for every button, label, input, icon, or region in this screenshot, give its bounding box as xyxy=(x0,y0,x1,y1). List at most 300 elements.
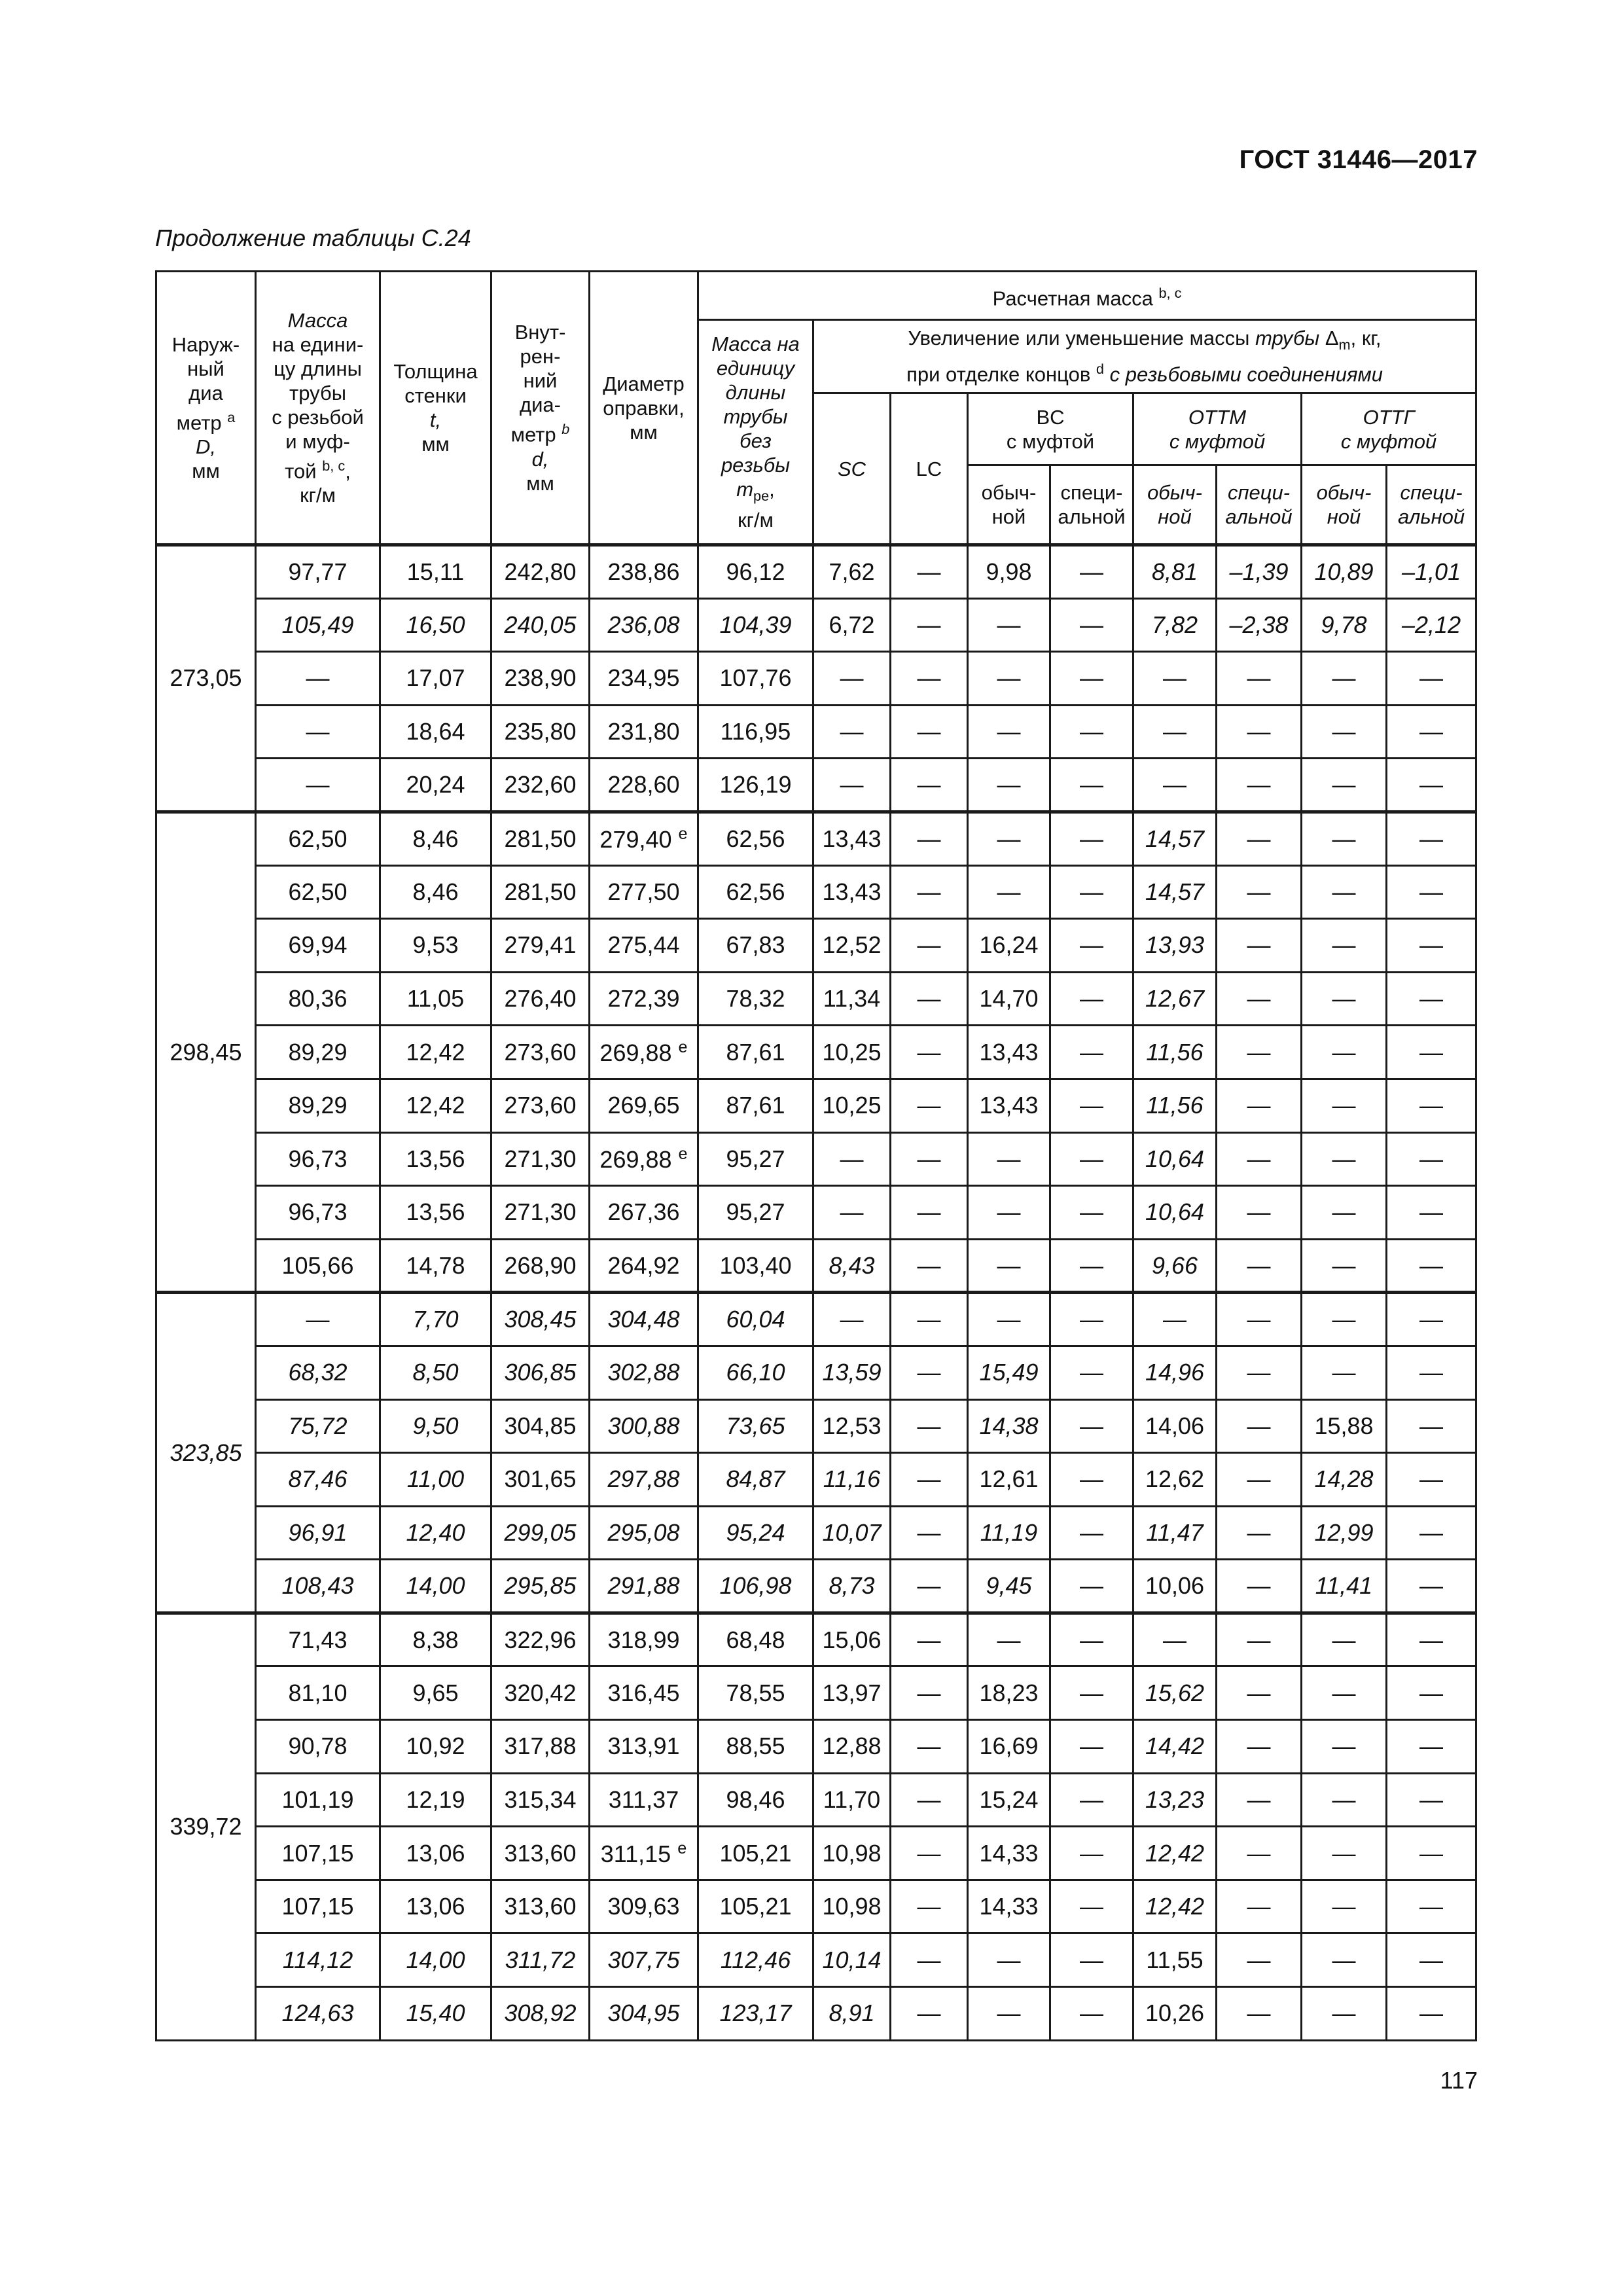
table-cell: 75,72 xyxy=(256,1399,380,1453)
table-row xyxy=(156,1346,1476,1399)
table-cell: — xyxy=(891,1399,968,1453)
table-cell: — xyxy=(1217,1666,1302,1720)
table-cell: 10,92 xyxy=(380,1720,491,1774)
table-cell: — xyxy=(1050,759,1133,812)
table-cell: — xyxy=(1050,865,1133,919)
table-cell: — xyxy=(1302,1827,1387,1880)
table-cell: 14,00 xyxy=(380,1933,491,1987)
table-cell: 16,24 xyxy=(968,919,1050,973)
table-row xyxy=(156,865,1476,919)
table-cell: 306,85 xyxy=(491,1346,590,1399)
table-cell: 14,96 xyxy=(1133,1346,1217,1399)
table-cell: 281,50 xyxy=(491,865,590,919)
table-cell: 228,60 xyxy=(590,759,698,812)
table-cell: 10,06 xyxy=(1133,1560,1217,1613)
table-cell: 11,41 xyxy=(1302,1560,1387,1613)
table-cell: 8,38 xyxy=(380,1613,491,1666)
table-cell: — xyxy=(968,705,1050,759)
table-cell: — xyxy=(891,1132,968,1186)
table-cell: 68,48 xyxy=(698,1613,813,1666)
table-cell: — xyxy=(813,652,891,706)
table-cell: — xyxy=(1050,812,1133,865)
table-cell: — xyxy=(1050,1079,1133,1132)
table-cell: — xyxy=(1050,1293,1133,1346)
table-cell: 14,42 xyxy=(1133,1720,1217,1774)
table-cell: 238,86 xyxy=(590,545,698,599)
table-cell: — xyxy=(1387,652,1476,706)
header-bc: BC с муфтой xyxy=(968,393,1133,465)
table-cell: 96,73 xyxy=(256,1186,380,1240)
table-cell: 18,64 xyxy=(380,705,491,759)
table-cell: — xyxy=(968,759,1050,812)
table-row xyxy=(156,545,1476,599)
table-cell: — xyxy=(1387,1239,1476,1293)
table-cell: — xyxy=(1217,705,1302,759)
table-cell: 10,07 xyxy=(813,1506,891,1560)
table-row xyxy=(156,1880,1476,1933)
table-cell: — xyxy=(1133,759,1217,812)
table-cell: 12,42 xyxy=(1133,1880,1217,1933)
table-cell: 101,19 xyxy=(256,1773,380,1827)
table-row xyxy=(156,1293,1476,1346)
table-cell: 16,50 xyxy=(380,598,491,652)
table-cell: 317,88 xyxy=(491,1720,590,1774)
table-cell: 13,43 xyxy=(968,1079,1050,1132)
table-cell: 17,07 xyxy=(380,652,491,706)
table-cell: 11,05 xyxy=(380,972,491,1026)
table-cell: 13,43 xyxy=(813,865,891,919)
table-cell: 112,46 xyxy=(698,1933,813,1987)
table-cell: 11,55 xyxy=(1133,1933,1217,1987)
table-cell: — xyxy=(968,1613,1050,1666)
table-cell: 281,50 xyxy=(491,812,590,865)
table-cell: 12,42 xyxy=(380,1026,491,1079)
table-cell: — xyxy=(1133,652,1217,706)
table-cell: — xyxy=(1217,1293,1302,1346)
table-cell: — xyxy=(1050,1026,1133,1079)
table-cell: — xyxy=(1217,1880,1302,1933)
table-cell: 12,88 xyxy=(813,1720,891,1774)
table-cell: — xyxy=(1387,1399,1476,1453)
table-cell: — xyxy=(1050,1773,1133,1827)
table-cell: 308,92 xyxy=(491,1987,590,2041)
table-cell: 10,64 xyxy=(1133,1186,1217,1240)
table-cell: — xyxy=(1387,972,1476,1026)
table-cell: 299,05 xyxy=(491,1506,590,1560)
table-cell: — xyxy=(891,919,968,973)
table-cell: — xyxy=(891,705,968,759)
table-cell: — xyxy=(891,652,968,706)
table-row xyxy=(156,1399,1476,1453)
table-row xyxy=(156,1560,1476,1613)
table-cell: 14,70 xyxy=(968,972,1050,1026)
table-cell: — xyxy=(1217,1186,1302,1240)
header-ottm: ОТТМ с муфтой xyxy=(1133,393,1302,465)
table-row xyxy=(156,1987,1476,2041)
table-cell: — xyxy=(1050,1987,1133,2041)
table-cell: 10,26 xyxy=(1133,1987,1217,2041)
table-cell: 12,62 xyxy=(1133,1453,1217,1507)
table-cell: — xyxy=(1302,1026,1387,1079)
table-cell: — xyxy=(891,1506,968,1560)
table-cell: — xyxy=(968,1239,1050,1293)
table-cell: 105,21 xyxy=(698,1880,813,1933)
table-cell: — xyxy=(1217,1773,1302,1827)
table-cell: — xyxy=(1050,652,1133,706)
table-cell: 304,48 xyxy=(590,1293,698,1346)
table-cell: — xyxy=(891,1453,968,1507)
table-cell: 10,98 xyxy=(813,1880,891,1933)
footnote-mark: e xyxy=(677,1839,687,1857)
table-cell: 62,56 xyxy=(698,812,813,865)
table-cell: — xyxy=(891,1666,968,1720)
table-cell: — xyxy=(1387,1453,1476,1507)
table-cell: — xyxy=(1217,1346,1302,1399)
table-row xyxy=(156,1506,1476,1560)
table-cell: 295,08 xyxy=(590,1506,698,1560)
table-cell: — xyxy=(891,1613,968,1666)
table-cell: — xyxy=(1302,919,1387,973)
table-cell: 11,47 xyxy=(1133,1506,1217,1560)
table-cell: — xyxy=(1387,1773,1476,1827)
table-cell: 62,50 xyxy=(256,865,380,919)
footnote-mark: e xyxy=(678,1037,688,1056)
table-cell: 12,52 xyxy=(813,919,891,973)
table-cell: 11,00 xyxy=(380,1453,491,1507)
table-cell: 15,11 xyxy=(380,545,491,599)
table-cell: 71,43 xyxy=(256,1613,380,1666)
table-cell: — xyxy=(1050,972,1133,1026)
table-row xyxy=(156,1132,1476,1186)
table-cell: 15,24 xyxy=(968,1773,1050,1827)
table-cell: 8,73 xyxy=(813,1560,891,1613)
table-cell: 123,17 xyxy=(698,1987,813,2041)
header-inner-diameter: Внут- рен- ний диа- метр $^b$ d, мм xyxy=(491,272,590,545)
table-cell: 96,91 xyxy=(256,1506,380,1560)
table-cell: — xyxy=(1133,1613,1217,1666)
table-cell: — xyxy=(1050,919,1133,973)
table-cell: 7,70 xyxy=(380,1293,491,1346)
table-cell: — xyxy=(891,1293,968,1346)
table-cell: — xyxy=(1050,1880,1133,1933)
table-cell: 13,93 xyxy=(1133,919,1217,973)
table-cell: — xyxy=(1302,652,1387,706)
table-cell: 271,30 xyxy=(491,1132,590,1186)
header-wall-thickness: Толщина стенки t, мм xyxy=(380,272,491,545)
table-cell: — xyxy=(1387,1079,1476,1132)
table-row xyxy=(156,1773,1476,1827)
pipe-mass-table xyxy=(155,270,1477,2041)
table-cell: — xyxy=(1217,1453,1302,1507)
table-cell: — xyxy=(891,598,968,652)
table-cell: — xyxy=(968,812,1050,865)
table-cell: — xyxy=(891,1026,968,1079)
table-cell: — xyxy=(891,1079,968,1132)
table-cell: 273,60 xyxy=(491,1079,590,1132)
table-cell: 10,25 xyxy=(813,1079,891,1132)
table-cell: 311,37 xyxy=(590,1773,698,1827)
table-cell: — xyxy=(1050,705,1133,759)
table-cell: 124,63 xyxy=(256,1987,380,2041)
header-calculated-mass: Расчетная масса $^{b, c}$ xyxy=(698,272,1476,320)
table-cell: 9,98 xyxy=(968,545,1050,599)
table-cell: –2,38 xyxy=(1217,598,1302,652)
table-cell: 311,72 xyxy=(491,1933,590,1987)
table-row xyxy=(156,1613,1476,1666)
table-cell: 11,34 xyxy=(813,972,891,1026)
table-cell: 60,04 xyxy=(698,1293,813,1346)
table-cell: — xyxy=(891,1827,968,1880)
table-cell: — xyxy=(1050,1186,1133,1240)
table-cell: –2,12 xyxy=(1387,598,1476,652)
table-cell: 14,33 xyxy=(968,1827,1050,1880)
table-cell: 20,24 xyxy=(380,759,491,812)
table-body xyxy=(156,545,1476,2041)
table-cell: — xyxy=(968,1293,1050,1346)
table-cell: –1,01 xyxy=(1387,545,1476,599)
table-cell: — xyxy=(891,812,968,865)
header-ottg-regular: обыч- ной xyxy=(1302,465,1387,545)
table-cell: 14,57 xyxy=(1133,812,1217,865)
table-row xyxy=(156,1720,1476,1774)
table-cell: — xyxy=(968,1186,1050,1240)
table-row xyxy=(156,919,1476,973)
table-cell: 300,88 xyxy=(590,1399,698,1453)
table-cell: — xyxy=(1387,1132,1476,1186)
table-cell: — xyxy=(1387,865,1476,919)
table-cell: — xyxy=(891,1933,968,1987)
table-cell: — xyxy=(1302,1666,1387,1720)
table-cell: 11,56 xyxy=(1133,1079,1217,1132)
table-cell: — xyxy=(1050,1239,1133,1293)
table-cell: — xyxy=(1133,705,1217,759)
table-cell: — xyxy=(1302,1346,1387,1399)
header-ottm-special: специ- альной xyxy=(1217,465,1302,545)
table-cell: 7,62 xyxy=(813,545,891,599)
table-cell: 11,16 xyxy=(813,1453,891,1507)
table-cell: 13,56 xyxy=(380,1186,491,1240)
table-cell: — xyxy=(1302,1720,1387,1774)
table-row xyxy=(156,1827,1476,1880)
outer-diameter-cell: 339,72 xyxy=(156,1613,256,2040)
table-cell: 69,94 xyxy=(256,919,380,973)
table-cell: — xyxy=(891,865,968,919)
header-bc-regular: обыч- ной xyxy=(968,465,1050,545)
header-outer-diameter: Наруж- ный диа метр $^a$ D, мм xyxy=(156,272,256,545)
table-cell: 12,53 xyxy=(813,1399,891,1453)
table-cell: 320,42 xyxy=(491,1666,590,1720)
table-cell: — xyxy=(1217,1399,1302,1453)
table-cell: 269,65 xyxy=(590,1079,698,1132)
table-cell: 8,50 xyxy=(380,1346,491,1399)
table-cell: 10,98 xyxy=(813,1827,891,1880)
table-cell: 11,56 xyxy=(1133,1026,1217,1079)
table-cell: — xyxy=(1302,865,1387,919)
table-cell: 268,90 xyxy=(491,1239,590,1293)
table-cell: 126,19 xyxy=(698,759,813,812)
table-cell: 90,78 xyxy=(256,1720,380,1774)
table-cell: — xyxy=(891,1560,968,1613)
table-cell: — xyxy=(891,1239,968,1293)
table-cell: — xyxy=(1387,1880,1476,1933)
table-cell: — xyxy=(1217,919,1302,973)
table-cell: 105,66 xyxy=(256,1239,380,1293)
table-cell: 88,55 xyxy=(698,1720,813,1774)
table-cell: — xyxy=(256,652,380,706)
table-cell: — xyxy=(813,1293,891,1346)
table-cell: 322,96 xyxy=(491,1613,590,1666)
table-cell: — xyxy=(1302,1987,1387,2041)
table-cell: 301,65 xyxy=(491,1453,590,1507)
table-cell: — xyxy=(1302,1293,1387,1346)
table-cell: 81,10 xyxy=(256,1666,380,1720)
header-bc-special: специ- альной xyxy=(1050,465,1133,545)
footnote-mark: e xyxy=(678,1144,688,1163)
table-cell: 295,85 xyxy=(491,1560,590,1613)
table-cell: 235,80 xyxy=(491,705,590,759)
table-cell: — xyxy=(1302,972,1387,1026)
table-cell: — xyxy=(1217,1720,1302,1774)
table-cell: 302,88 xyxy=(590,1346,698,1399)
table-cell: 12,42 xyxy=(1133,1827,1217,1880)
table-cell: — xyxy=(1050,598,1133,652)
table-cell: — xyxy=(1217,652,1302,706)
table-cell: 18,23 xyxy=(968,1666,1050,1720)
table-cell: — xyxy=(1387,919,1476,973)
table-cell: 97,77 xyxy=(256,545,380,599)
table-cell: 73,65 xyxy=(698,1399,813,1453)
table-cell: 10,64 xyxy=(1133,1132,1217,1186)
table-cell: — xyxy=(1387,1720,1476,1774)
table-cell: — xyxy=(1302,1132,1387,1186)
table-cell: 78,55 xyxy=(698,1666,813,1720)
table-cell: 9,66 xyxy=(1133,1239,1217,1293)
table-cell: 9,65 xyxy=(380,1666,491,1720)
table-cell: 68,32 xyxy=(256,1346,380,1399)
table-cell: 291,88 xyxy=(590,1560,698,1613)
table-cell: 15,49 xyxy=(968,1346,1050,1399)
table-cell: — xyxy=(891,972,968,1026)
table-cell: — xyxy=(968,652,1050,706)
table-row xyxy=(156,812,1476,865)
table-cell: — xyxy=(1050,1827,1133,1880)
table-row xyxy=(156,1079,1476,1132)
table-cell: 13,23 xyxy=(1133,1773,1217,1827)
table-cell: 234,95 xyxy=(590,652,698,706)
table-cell: 103,40 xyxy=(698,1239,813,1293)
table-cell: 116,95 xyxy=(698,705,813,759)
table-caption: Продолжение таблицы С.24 xyxy=(155,224,471,251)
table-cell: 107,15 xyxy=(256,1827,380,1880)
table-cell: 10,89 xyxy=(1302,545,1387,599)
table-cell: — xyxy=(1217,1613,1302,1666)
table-cell: 8,81 xyxy=(1133,545,1217,599)
table-cell: 279,40 $^e$ xyxy=(590,812,698,865)
table-cell: 87,46 xyxy=(256,1453,380,1507)
table-cell: 273,60 xyxy=(491,1026,590,1079)
table-cell: — xyxy=(1217,812,1302,865)
table-cell: 107,76 xyxy=(698,652,813,706)
table-cell: 297,88 xyxy=(590,1453,698,1507)
table-cell: –1,39 xyxy=(1217,545,1302,599)
header-drift-diameter: Диаметр оправки, мм xyxy=(590,272,698,545)
outer-diameter-cell: 298,45 xyxy=(156,812,256,1292)
table-cell: 106,98 xyxy=(698,1560,813,1613)
table-cell: 238,90 xyxy=(491,652,590,706)
page-number: 117 xyxy=(1440,2067,1478,2094)
table-cell: 95,27 xyxy=(698,1186,813,1240)
table-cell: — xyxy=(891,545,968,599)
table-row xyxy=(156,1026,1476,1079)
table-cell: 9,53 xyxy=(380,919,491,973)
table-cell: 104,39 xyxy=(698,598,813,652)
table-row xyxy=(156,1186,1476,1240)
table-cell: — xyxy=(1387,1186,1476,1240)
table-cell: 14,78 xyxy=(380,1239,491,1293)
table-cell: 7,82 xyxy=(1133,598,1217,652)
table-cell: 13,97 xyxy=(813,1666,891,1720)
table-cell: — xyxy=(1217,865,1302,919)
table-cell: 14,33 xyxy=(968,1880,1050,1933)
table-cell: 275,44 xyxy=(590,919,698,973)
table-header xyxy=(156,272,1476,545)
table-cell: 14,06 xyxy=(1133,1399,1217,1453)
header-sc: SC xyxy=(813,393,891,545)
table-cell: — xyxy=(813,1186,891,1240)
table-cell: — xyxy=(813,759,891,812)
table-cell: 10,25 xyxy=(813,1026,891,1079)
table-cell: 276,40 xyxy=(491,972,590,1026)
table-cell: 267,36 xyxy=(590,1186,698,1240)
table-cell: — xyxy=(1387,1026,1476,1079)
table-cell: 13,06 xyxy=(380,1880,491,1933)
table-cell: 12,67 xyxy=(1133,972,1217,1026)
table-cell: — xyxy=(1050,1399,1133,1453)
table-cell: 16,69 xyxy=(968,1720,1050,1774)
table-cell: 8,43 xyxy=(813,1239,891,1293)
table-cell: — xyxy=(256,705,380,759)
table-cell: 95,27 xyxy=(698,1132,813,1186)
table-cell: 9,45 xyxy=(968,1560,1050,1613)
table-cell: — xyxy=(1217,1560,1302,1613)
table-cell: — xyxy=(1387,1666,1476,1720)
table-cell: 279,41 xyxy=(491,919,590,973)
table-row xyxy=(156,1453,1476,1507)
table-cell: — xyxy=(1387,1346,1476,1399)
table-cell: — xyxy=(891,1720,968,1774)
table-row xyxy=(156,705,1476,759)
table-row xyxy=(156,652,1476,706)
table-cell: — xyxy=(1217,1506,1302,1560)
table-cell: 15,88 xyxy=(1302,1399,1387,1453)
table-cell: — xyxy=(1050,1453,1133,1507)
table-cell: 232,60 xyxy=(491,759,590,812)
table-cell: 67,83 xyxy=(698,919,813,973)
table-cell: — xyxy=(1050,1613,1133,1666)
table-cell: — xyxy=(1050,1346,1133,1399)
header-ottg-special: специ- альной xyxy=(1387,465,1476,545)
table-row xyxy=(156,598,1476,652)
table-cell: 9,78 xyxy=(1302,598,1387,652)
table-row xyxy=(156,1933,1476,1987)
table-cell: — xyxy=(1302,1079,1387,1132)
table-cell: — xyxy=(891,1186,968,1240)
table-cell: 269,88 $^e$ xyxy=(590,1026,698,1079)
table-cell: 12,40 xyxy=(380,1506,491,1560)
table-cell: 304,85 xyxy=(491,1399,590,1453)
table-cell: — xyxy=(1387,1827,1476,1880)
header-lc: LC xyxy=(891,393,968,545)
